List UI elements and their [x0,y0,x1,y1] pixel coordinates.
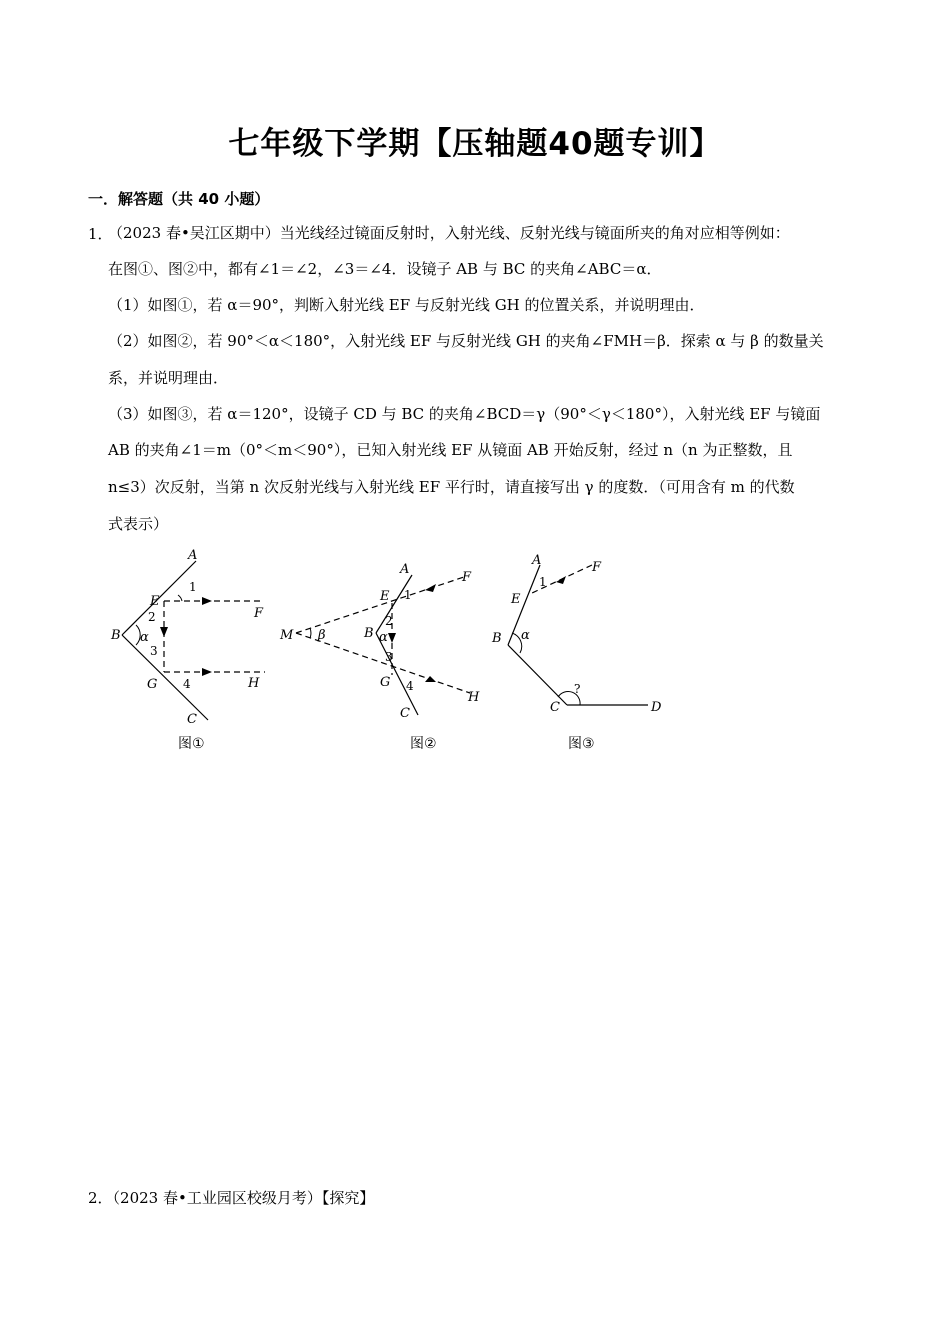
q1-part-3-cont-3: 式表示） [108,515,169,533]
fig3-label-alpha: α [521,628,530,643]
q1-part-3: （3）如图③，若 α＝120°，设镜子 CD 与 BC 的夹角∠BCD＝γ（90°＜γ＜180°），入射光线 EF 与镜面 [108,405,821,423]
fig2-label-2: 2 [385,614,393,628]
fig2-label-alpha: α [379,630,388,645]
fig3-label-e: E [511,592,521,607]
q1-part-1: （1）如图①，若 α＝90°，判断入射光线 EF 与反射光线 GH 的位置关系，并说明理由． [108,296,705,314]
figure-3 [491,553,662,752]
fig1-caption: 图① [178,736,205,752]
q1-line-2: 在图①、图②中，都有∠1＝∠2，∠3＝∠4．设镜子 AB 与 BC 的夹角∠ABC＝α． [108,260,662,278]
fig3-label-q: ? [574,682,581,696]
fig2-arrow-eg [388,633,396,643]
fig1-arrow-gh [202,668,212,676]
fig3-arrow-fe [556,576,566,584]
fig1-arrow-eg [160,627,168,637]
fig2-label-c: C [400,706,410,721]
fig2-label-4: 4 [406,679,414,693]
fig2-label-m: M [280,628,294,643]
fig1-label-alpha: α [140,630,149,645]
question-1-number: 1． [88,225,113,243]
fig1-label-f: F [254,606,264,621]
fig1-label-2: 2 [148,610,156,624]
fig1-label-3: 3 [150,644,158,658]
fig2-label-f: F [462,570,472,585]
fig2-arrow-fe [425,584,436,592]
fig3-label-1: 1 [539,575,547,589]
fig2-label-beta: β [318,628,326,643]
fig3-label-d: D [651,700,662,715]
fig2-caption: 图② [410,736,437,752]
fig1-label-1: 1 [189,580,197,594]
fig2-label-b: B [364,626,374,641]
fig1-label-g: G [147,677,158,692]
q1-line-1: （2023 春•吴江区期中）当光线经过镜面反射时，入射光线、反射光线与镜面所夹的角对应相等例如： [108,224,790,242]
fig2-label-e: E [380,589,390,604]
fig1-label-e: E [150,594,160,609]
fig3-caption: 图③ [568,736,595,752]
fig1-arrow-fe [202,597,212,605]
fig3-label-a: A [532,553,542,568]
fig2-label-1: 1 [404,588,412,602]
fig1-label-4: 4 [183,677,191,691]
question-2-text: （2023 春•工业园区校级月考）【探究】 [112,1189,375,1207]
fig3-label-b: B [492,631,502,646]
fig1-label-b: B [111,628,121,643]
q1-part-2-cont: 系，并说明理由． [108,369,229,387]
fig1-label-c: C [187,712,197,727]
q1-part-3-cont-2: n≤3）次反射，当第 n 次反射光线与入射光线 EF 平行时，请直接写出 γ 的度数．（可用含有 m 的代数 [108,478,795,496]
fig1-mirror-bc [122,635,208,720]
fig2-label-g: G [380,675,391,690]
fig3-label-c: C [550,700,560,715]
fig2-angle-beta [310,628,311,638]
fig1-label-h: H [248,676,260,691]
fig2-label-a: A [400,562,410,577]
q1-part-3-cont-1: AB 的夹角∠1＝m（0°＜m＜90°），已知入射光线 EF 从镜面 AB 开始反射，经过 n（n 为正整数，且 [108,441,793,459]
figures-group [100,545,700,760]
q1-part-2: （2）如图②，若 90°＜α＜180°，入射光线 EF 与反射光线 GH 的夹角∠FMH＝β．探索 α 与 β 的数量关 [108,332,824,350]
figure-2 [279,562,480,752]
fig1-label-a: A [188,548,198,563]
fig2-label-h: H [468,690,480,705]
question-2-number: 2． [88,1189,113,1207]
fig2-label-3: 3 [385,650,393,664]
fig2-ray-fm [296,577,464,633]
section-heading: 一．解答题（共 40 小题） [88,190,270,208]
question-2 [88,1187,374,1208]
page-title: 七年级下学期【压轴题40题专训】 [228,126,722,162]
fig2-arrow-gh [425,676,436,682]
figure-1 [110,548,265,752]
fig1-angle-1 [178,595,182,601]
fig3-label-f: F [592,560,602,575]
fig2-mirror-bc [376,633,418,715]
